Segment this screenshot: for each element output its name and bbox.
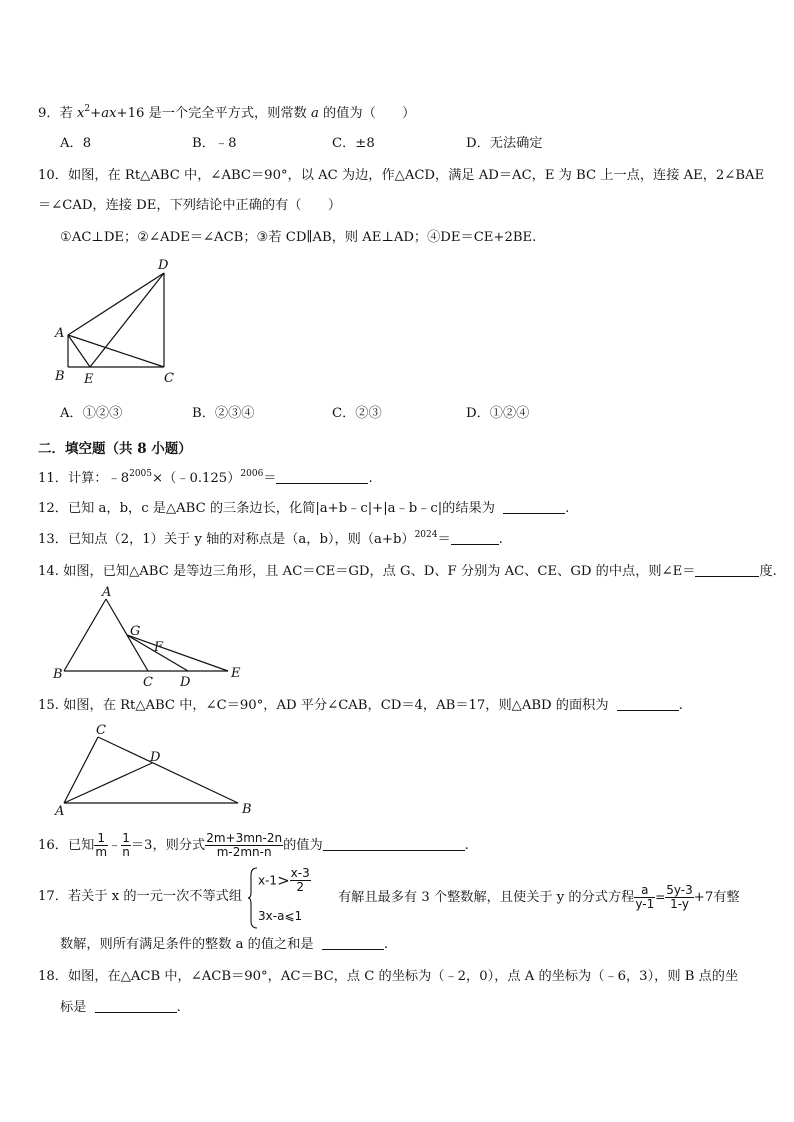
q10-option-c[interactable]: C．②③: [332, 406, 382, 421]
q14-label-g: G: [130, 624, 141, 639]
q10-label-d: D: [158, 258, 169, 273]
q17-inequality-system: [248, 867, 338, 929]
question-17-mid: 有解且最多有 3 个整数解，且使关于 y 的分式方程 $\frac{a}{y-1}$ = $\frac{5y-3}{1-y}$ +7有整: [338, 883, 740, 911]
question-18-line-2: 标是 .: [60, 1000, 181, 1015]
q15-figure: [50, 723, 265, 818]
question-17-pre: 17．若关于 x 的一元一次不等式组: [38, 889, 243, 904]
q13-answer-blank[interactable]: [451, 531, 499, 545]
q17-brace: [248, 867, 258, 929]
question-11: 11．计算：$﹣8^{2005}\times(﹣0.125)^{2006}=$ .: [38, 469, 373, 486]
q16-target-fraction: $\frac{2m+3mn-2n}{m-2mn-n}$: [206, 831, 283, 859]
q9-option-d[interactable]: D．无法确定: [466, 136, 543, 151]
q17-answer-blank[interactable]: [322, 936, 384, 950]
q10-label-a: A: [55, 326, 65, 341]
q10-option-d[interactable]: D．①②④: [466, 406, 530, 421]
q17-eq-right-fraction: $\frac{5y-3}{1-y}$: [666, 883, 693, 911]
q14-label-e: E: [231, 666, 241, 681]
question-10-line-1: 10．如图，在 Rt△ABC 中，∠ABC＝90°，以 AC 为边，作△ACD，满足 AD＝AC，E 为 BC 上一点，连接 AE，2∠BAE: [38, 168, 765, 183]
q9-option-c[interactable]: C．±8: [332, 136, 375, 151]
section-2-title: 二．填空题（共 8 小题）: [38, 441, 192, 457]
q17-inequality-2: 3x-a⩽1: [258, 909, 303, 923]
q14-label-b: B: [53, 667, 63, 682]
q14-figure: [50, 585, 260, 690]
q10-figure: [52, 255, 192, 390]
question-16: 16．已知 $\frac{1}{m}$ ﹣ $\frac{1}{n}$ ＝3，则分式 $\frac{2m+3mn-2n}{m-2mn-n}$ 的值为 .: [38, 831, 469, 859]
q9-option-b[interactable]: B．﹣8: [192, 136, 237, 151]
q17-inequality-1: x-1> $\frac{x-3}{2}$: [258, 866, 310, 894]
q15-label-c: C: [96, 723, 106, 738]
q10-label-e: E: [84, 372, 94, 387]
q15-label-b: B: [242, 802, 252, 817]
question-10-line-2: ＝∠CAD，连接 DE，下列结论中正确的有（ ）: [38, 198, 342, 213]
q10-option-a[interactable]: A．①②③: [60, 406, 123, 421]
question-18-line-1: 18．如图，在△ACB 中，∠ACB＝90°，AC＝BC，点 C 的坐标为（﹣2，0），点 A 的坐标为（﹣6，3），则 B 点的坐: [38, 969, 739, 984]
q16-fraction-1-over-n: $\frac{1}{n}$: [122, 831, 130, 859]
q15-label-a: A: [55, 804, 65, 818]
q16-answer-blank[interactable]: [323, 837, 465, 851]
q11-answer-blank[interactable]: [276, 470, 368, 484]
q15-label-d: D: [150, 750, 161, 765]
question-14: 14. 如图，已知△ABC 是等边三角形，且 AC＝CE＝GD，点 G、D、F 分别为 AC、CE、GD 的中点，则∠E＝ 度.: [38, 564, 777, 579]
q14-label-c: C: [143, 675, 153, 690]
question-9: 9．若 $x^2+ax+16$ 是一个完全平方式，则常数 a 的值为（ ）: [38, 104, 416, 121]
question-13: 13．已知点（2，1）关于 y 轴的对称点是（a，b），则$(a+b)^{2024}=$ .: [38, 530, 503, 547]
q10-option-b[interactable]: B．②③④: [192, 406, 255, 421]
q10-label-c: C: [164, 371, 174, 386]
q14-answer-blank[interactable]: [695, 563, 759, 577]
q17-eq-left-fraction: $\frac{a}{y-1}$: [635, 883, 655, 911]
question-17-line-2: 数解，则所有满足条件的整数 a 的值之和是 .: [60, 937, 389, 952]
q10-label-b: B: [55, 369, 65, 384]
q16-fraction-1-over-m: $\frac{1}{m}$: [95, 831, 108, 859]
q15-answer-blank[interactable]: [617, 697, 679, 711]
q18-answer-blank[interactable]: [95, 999, 177, 1013]
question-12: 12．已知 a，b，c 是△ABC 的三条边长，化简|a+b﹣c|+|a﹣b﹣c|的结果为 .: [38, 501, 570, 516]
question-15: 15. 如图，在 Rt△ABC 中，∠C＝90°，AD 平分∠CAB，CD＝4，AB＝17，则△ABD 的面积为 .: [38, 698, 683, 713]
q12-answer-blank[interactable]: [503, 500, 565, 514]
q9-option-a[interactable]: A．8: [60, 136, 92, 151]
q14-label-f: F: [154, 640, 164, 655]
question-10-conclusions: ①AC⊥DE；②∠ADE＝∠ACB；③若 CD∥AB，则 AE⊥AD；④DE＝CE+2BE.: [60, 230, 537, 245]
q17-ineq1-fraction: $\frac{x-3}{2}$: [290, 866, 310, 894]
q14-label-a: A: [102, 585, 112, 600]
q14-label-d: D: [180, 675, 191, 690]
